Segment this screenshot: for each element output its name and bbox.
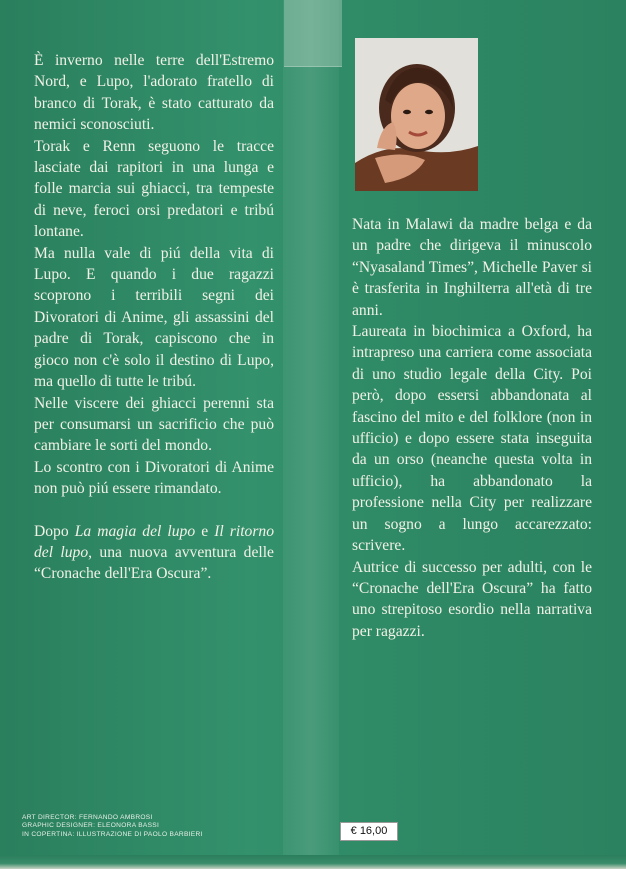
credit-art-director: ART DIRECTOR: FERNANDO AMBROSI bbox=[22, 814, 153, 821]
credit-cover-art: IN COPERTINA: ILLUSTRAZIONE DI PAOLO BARBIERI bbox=[22, 830, 203, 838]
credits-block bbox=[22, 814, 282, 839]
synopsis-paragraph-3: Ma nulla vale di piú della vita di Lupo. E quando i due ragazzi scoprono i terribili segni dei Divoratori di Anime, gli assassini del padre di Torak, capiscono che in gioco non c'è solo il destino di Lupo, ma quello di tutte le tribú. bbox=[34, 244, 274, 391]
credit-graphic-designer: GRAPHIC DESIGNER: ELEONORA BASSI bbox=[22, 822, 160, 830]
cover-bottom-edge bbox=[0, 855, 626, 869]
synopsis-paragraph-5: Lo scontro con i Divoratori di Anime non può piú essere rimandato. bbox=[34, 458, 274, 498]
series-note-middle: e bbox=[195, 522, 215, 540]
synopsis-column bbox=[34, 50, 274, 585]
price-label: € 16,00 bbox=[340, 822, 398, 841]
author-photo bbox=[355, 38, 478, 191]
paragraph-gap bbox=[34, 500, 274, 521]
synopsis-paragraph-4: Nelle viscere dei ghiacci perenni sta per consumarsi un sacrificio che può cambiare le sorti del mondo. bbox=[34, 394, 274, 455]
author-bio-column bbox=[352, 214, 592, 642]
synopsis-paragraph-1: È inverno nelle terre dell'Estremo Nord, e Lupo, l'adorato fratello di branco di Torak, è stato catturato da nemici sconosciuti. bbox=[34, 52, 274, 134]
cover-fold-band bbox=[283, 0, 339, 869]
bio-paragraph-1: Nata in Malawi da madre belga e da un padre che dirigeva il minuscolo “Nyasaland Times”, Michelle Paver si è trasferita in Inghilterra all'età di tre anni. bbox=[352, 216, 592, 319]
bio-paragraph-3: Autrice di successo per adulti, con le “Cronache dell'Era Oscura” ha fatto uno strepitoso esordio nella narrativa per ragazzi. bbox=[352, 558, 592, 640]
bio-paragraph-2: Laureata in biochimica a Oxford, ha intrapreso una carriera come associata di uno studio legale della City. Poi però, dopo essersi abbandonata al fascino del mito e del folklore (non in ufficio) e dopo essere stata inseguita da un orso (neanche questa volta in ufficio), ha abbandonato la professione nella City per realizzare un sogno a lungo accarezzato: scrivere. bbox=[352, 323, 592, 555]
tape-strip bbox=[284, 0, 342, 67]
series-note-before: Dopo bbox=[34, 522, 75, 540]
author-portrait-illustration bbox=[355, 38, 478, 191]
series-title-1: La magia del lupo bbox=[74, 522, 196, 540]
series-title-2: Il ritorno del lupo bbox=[34, 522, 274, 561]
synopsis-paragraph-2: Torak e Renn seguono le tracce lasciate dai rapitori in una lunga e folle marcia sui ghiacci, tra tempeste di neve, feroci orsi predatori e tribú lontane. bbox=[34, 137, 274, 241]
series-note bbox=[34, 521, 274, 585]
series-note-after: , una nuova avventura delle “Cronache dell'Era Oscura”. bbox=[34, 543, 274, 583]
